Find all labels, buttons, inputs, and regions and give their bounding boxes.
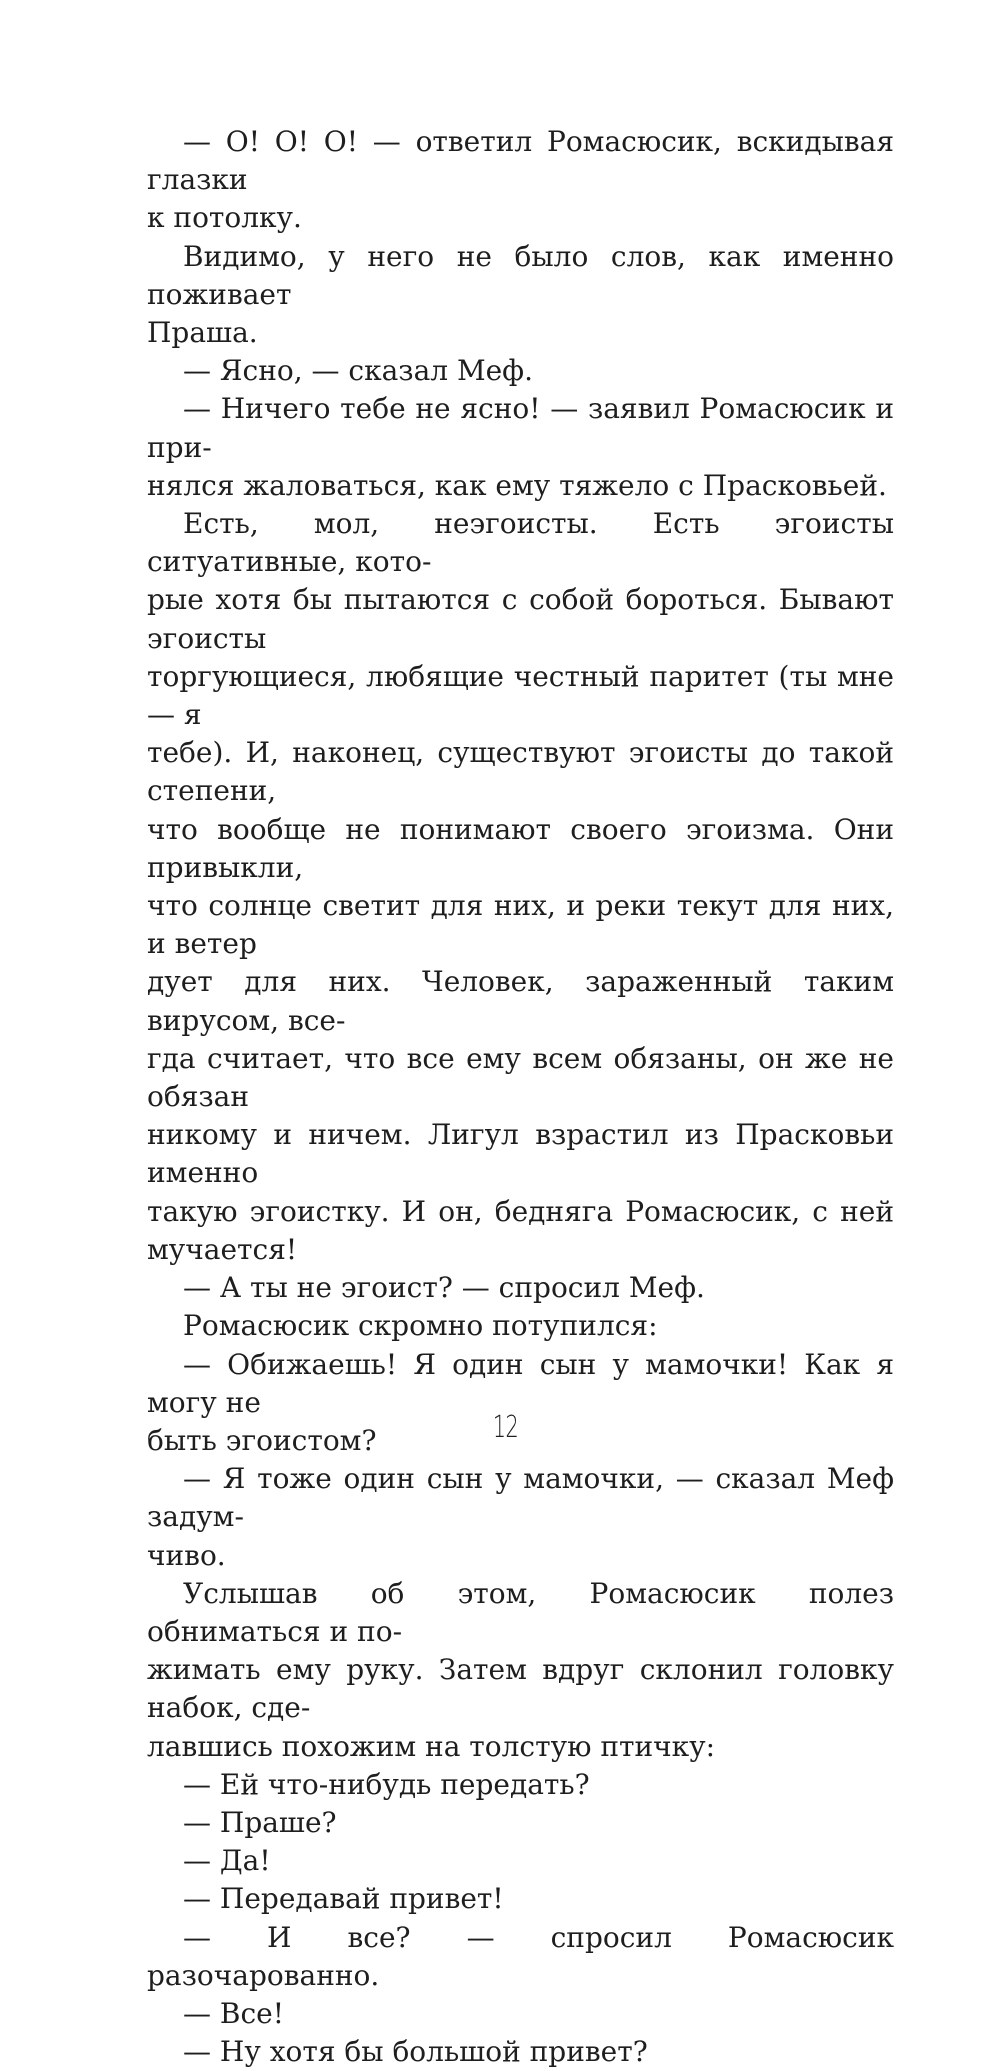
paragraph: — Все! — [183, 1996, 284, 2030]
paragraph: — Да! — [183, 1844, 271, 1878]
paragraph: — Ничего тебе не ясно! — заявил Ромасюсик и при- нялся жаловаться, как ему тяжело с Прасковьей. — [147, 392, 894, 502]
paragraph: — Ну хотя бы большой привет? — [183, 2035, 648, 2069]
page-number: 12 — [492, 1410, 519, 1445]
paragraph: — Обижаешь! Я один сын у мамочки! Как я могу не быть эгоистом? — [147, 1347, 894, 1457]
paragraph: — О! О! О! — ответил Ромасюсик, вскидывая глазки к потолку. — [147, 125, 894, 235]
paragraph: Ромасюсик скромно потупился: — [183, 1309, 658, 1343]
paragraph: Услышав об этом, Ромасюсик полез обниматься и по- жимать ему руку. Затем вдруг склонил головку набок, сде- лавшись похожим на толстую птичку: — [147, 1576, 894, 1763]
paragraph: — Ясно, — сказал Меф. — [183, 354, 533, 388]
paragraph: — Я тоже один сын у мамочки, — сказал Меф задум- чиво. — [147, 1462, 894, 1572]
paragraph: — Праше? — [183, 1805, 337, 1839]
paragraph: — А ты не эгоист? — спросил Меф. — [183, 1271, 705, 1305]
body-text — [147, 123, 894, 2071]
paragraph: Видимо, у него не было слов, как именно поживает Праша. — [147, 239, 894, 350]
paragraph: Есть, мол, неэгоисты. Есть эгоисты ситуативные, кото- рые хотя бы пытаются с собой бороться. Бывают эгоисты торгующиеся, любящие честный паритет (ты мне — я тебе). И, наконец, существуют эгоисты до такой степени, что вообще не понимают своего эгоизма. Они привыкли, что солнце светит для них, и реки текут для них, и ветер дует для них. Человек, зараженный таким вирусом, все- гда считает, что все ему всем обязаны, он же не обязан никому и ничем. Лигул взрастил из Прасковьи именно такую эгоистку. И он, бедняга Ромасюсик, с ней мучается! — [147, 507, 894, 1266]
paragraph: — Ей что-нибудь передать? — [183, 1767, 590, 1801]
paragraph: — Передавай привет! — [183, 1882, 504, 1916]
paragraph: — И все? — спросил Ромасюсик разочарованно. — [147, 1920, 894, 1992]
